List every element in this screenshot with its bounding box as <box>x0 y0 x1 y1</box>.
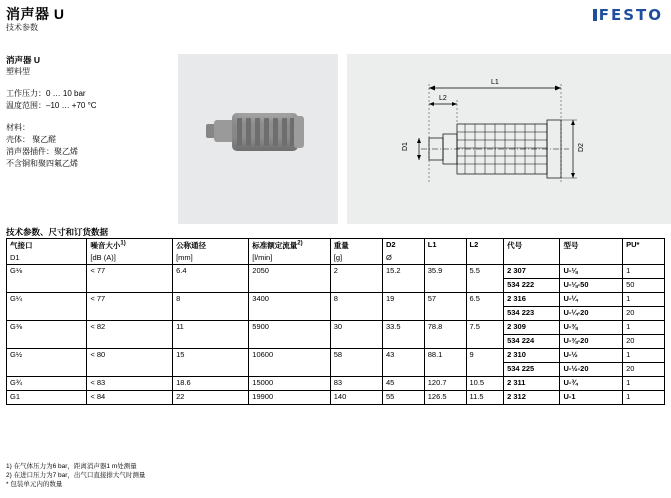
dim-label-l2: L2 <box>439 95 447 102</box>
pressure-label: 工作压力： <box>6 89 46 98</box>
cell-code: 2 316 <box>504 293 560 307</box>
cell-code: 2 307 <box>504 265 560 279</box>
cell-dn: 15 <box>173 349 249 377</box>
cell-noise: < 80 <box>87 349 173 377</box>
silencer-end-cap <box>294 116 304 148</box>
cell-code: 2 310 <box>504 349 560 363</box>
cell-type: U-⅛ <box>560 265 623 279</box>
cell-l2: 11.5 <box>466 391 504 405</box>
col-header-pu: PU* <box>623 239 665 253</box>
cell-pu: 1 <box>623 265 665 279</box>
cell-type: U-½-20 <box>560 363 623 377</box>
cell-dn: 6.4 <box>173 265 249 293</box>
unit-d1: D1 <box>7 252 87 265</box>
cell-noise: < 82 <box>87 321 173 349</box>
cell-code: 2 309 <box>504 321 560 335</box>
cell-code: 534 224 <box>504 335 560 349</box>
cell-d2: 55 <box>382 391 424 405</box>
spec-table <box>6 238 665 405</box>
cell-l2: 7.5 <box>466 321 504 349</box>
cell-d1: G⅛ <box>7 265 87 293</box>
unit-code <box>504 252 560 265</box>
table-caption: 技术参数、尺寸和订货数据 <box>6 227 109 237</box>
cell-type: U-⅜-20 <box>560 335 623 349</box>
silencer-illustration <box>214 109 306 155</box>
logo-bar-icon <box>593 9 597 21</box>
cell-weight: 2 <box>330 265 382 293</box>
material-item: 消声器插件：聚乙烯 <box>6 147 78 156</box>
material-item: 壳体： 聚乙醛 <box>6 135 57 144</box>
cell-dn: 22 <box>173 391 249 405</box>
cell-weight: 140 <box>330 391 382 405</box>
col-header-dn: 公称通径 <box>173 239 249 253</box>
unit-noise: [dB (A)] <box>87 252 173 265</box>
cell-d2: 45 <box>382 377 424 391</box>
cell-dn: 18.6 <box>173 377 249 391</box>
unit-l1 <box>424 252 466 265</box>
cell-d1: G1 <box>7 391 87 405</box>
cell-noise: < 83 <box>87 377 173 391</box>
temperature-label: 温度范围： <box>6 101 46 110</box>
cell-pu: 50 <box>623 279 665 293</box>
cell-dn: 8 <box>173 293 249 321</box>
dim-label-l1: L1 <box>491 79 499 86</box>
silencer-body <box>232 113 298 151</box>
cell-flow: 15000 <box>249 377 330 391</box>
cell-d1: G¼ <box>7 293 87 321</box>
cell-l1: 78.8 <box>424 321 466 349</box>
cell-d2: 33.5 <box>382 321 424 349</box>
footnote-3: * 包装单元内的数量 <box>6 481 63 488</box>
col-header-d1: 气接口 <box>7 239 87 253</box>
cell-type: U-¼ <box>560 293 623 307</box>
cell-d2: 19 <box>382 293 424 321</box>
cell-flow: 10600 <box>249 349 330 377</box>
table-row <box>7 349 665 363</box>
product-info <box>6 54 174 180</box>
unit-dn: [mm] <box>173 252 249 265</box>
cell-pu: 1 <box>623 349 665 363</box>
festo-logo <box>593 6 663 24</box>
cell-pu: 1 <box>623 293 665 307</box>
cell-d1: G½ <box>7 349 87 377</box>
cell-flow: 19900 <box>249 391 330 405</box>
unit-pu <box>623 252 665 265</box>
cell-noise: < 84 <box>87 391 173 405</box>
cell-d2: 43 <box>382 349 424 377</box>
logo-text: FESTO <box>598 6 663 24</box>
cell-noise: < 77 <box>87 293 173 321</box>
cell-d2: 15.2 <box>382 265 424 293</box>
cell-weight: 8 <box>330 293 382 321</box>
table-header-row-1 <box>7 239 665 253</box>
col-header-d2: D2 <box>382 239 424 253</box>
product-photo <box>178 54 338 224</box>
cell-dn: 11 <box>173 321 249 349</box>
cell-pu: 20 <box>623 335 665 349</box>
cell-weight: 58 <box>330 349 382 377</box>
dim-label-d1: D1 <box>402 142 409 151</box>
col-header-noise: 噪音大小$^{1)}$ <box>87 239 173 253</box>
top-band <box>6 54 665 224</box>
col-header-weight: 重量 <box>330 239 382 253</box>
cell-l1: 126.5 <box>424 391 466 405</box>
footnotes <box>6 462 506 489</box>
cell-d1: G¾ <box>7 377 87 391</box>
cell-type: U-⅜ <box>560 321 623 335</box>
col-header-type: 型号 <box>560 239 623 253</box>
cell-flow: 3400 <box>249 293 330 321</box>
cell-l2: 6.5 <box>466 293 504 321</box>
cell-code: 2 312 <box>504 391 560 405</box>
col-header-code: 代号 <box>504 239 560 253</box>
technical-drawing <box>347 54 671 224</box>
cell-code: 534 222 <box>504 279 560 293</box>
temperature-row <box>6 100 174 112</box>
cell-type: U-⅛-50 <box>560 279 623 293</box>
table-row <box>7 391 665 405</box>
table-row <box>7 377 665 391</box>
dim-label-d2: D2 <box>578 143 585 152</box>
cell-pu: 1 <box>623 377 665 391</box>
cell-l1: 57 <box>424 293 466 321</box>
page-header <box>0 0 671 36</box>
temperature-value: –10 … +70 °C <box>46 101 97 110</box>
cell-pu: 1 <box>623 391 665 405</box>
cell-flow: 2050 <box>249 265 330 293</box>
cell-code: 534 225 <box>504 363 560 377</box>
cell-l2: 5.5 <box>466 265 504 293</box>
unit-l2 <box>466 252 504 265</box>
table-header-row-2 <box>7 252 665 265</box>
cell-l1: 120.7 <box>424 377 466 391</box>
cell-type: U-¾ <box>560 377 623 391</box>
footnote-2: 2) 在进口压力为7 bar，出气口直接排大气时测量 <box>6 472 146 479</box>
cell-l1: 88.1 <box>424 349 466 377</box>
cell-pu: 20 <box>623 363 665 377</box>
silencer-cap <box>214 120 234 142</box>
table-row <box>7 265 665 279</box>
material-item: 不含铜和聚四氟乙烯 <box>6 159 78 168</box>
cell-d1: G⅜ <box>7 321 87 349</box>
product-material-type: 塑料型 <box>6 67 30 76</box>
cell-type: U-1 <box>560 391 623 405</box>
unit-weight: [g] <box>330 252 382 265</box>
product-name: 消声器 U <box>6 55 41 65</box>
pressure-row <box>6 88 174 100</box>
cell-weight: 83 <box>330 377 382 391</box>
cell-noise: < 77 <box>87 265 173 293</box>
cell-weight: 30 <box>330 321 382 349</box>
cell-pu: 1 <box>623 321 665 335</box>
cell-type: U-½ <box>560 349 623 363</box>
page-subtitle: 技术参数 <box>6 23 38 32</box>
cell-l2: 9 <box>466 349 504 377</box>
table-body <box>7 265 665 405</box>
table-row <box>7 293 665 307</box>
cell-pu: 20 <box>623 307 665 321</box>
materials-heading: 材料： <box>6 123 30 132</box>
cell-l2: 10.5 <box>466 377 504 391</box>
col-header-l1: L1 <box>424 239 466 253</box>
cell-type: U-¼-20 <box>560 307 623 321</box>
footnote-1: 1) 在气体压力为6 bar，距离消声器1 m处测量 <box>6 463 137 470</box>
cell-l1: 35.9 <box>424 265 466 293</box>
page-title: 消声器 U <box>6 6 65 22</box>
unit-flow: [l/min] <box>249 252 330 265</box>
cell-code: 2 311 <box>504 377 560 391</box>
unit-type <box>560 252 623 265</box>
col-header-flow: 标准额定流量$^{2)}$ <box>249 239 330 253</box>
drawing-svg <box>347 54 671 224</box>
pressure-value: 0 … 10 bar <box>46 89 86 98</box>
unit-d2: Ø <box>382 252 424 265</box>
col-header-l2: L2 <box>466 239 504 253</box>
table-row <box>7 321 665 335</box>
cell-code: 534 223 <box>504 307 560 321</box>
cell-flow: 5900 <box>249 321 330 349</box>
